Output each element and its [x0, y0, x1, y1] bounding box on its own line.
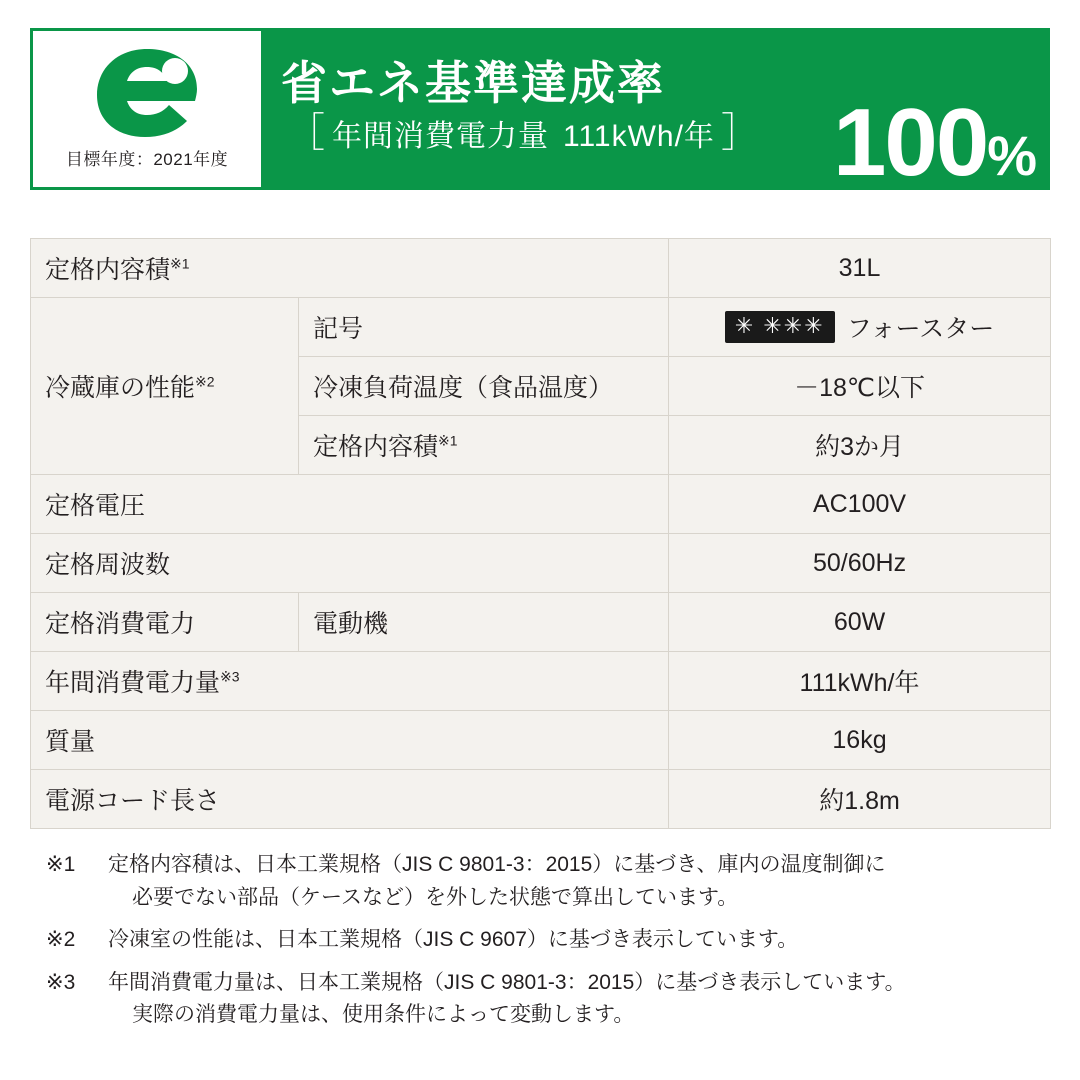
- row-sublabel-symbol: [299, 298, 669, 357]
- row-value-rated-capacity: 31L: [669, 239, 1051, 298]
- table-row: [31, 239, 1051, 298]
- annual-power-value: 111kWh/年: [563, 120, 715, 154]
- table-row: [31, 593, 1051, 652]
- footnote-2: [46, 924, 1050, 957]
- annual-power-label: 年間消費電力量: [332, 120, 549, 154]
- row-value-rated-voltage: AC100V: [669, 475, 1051, 534]
- spec-table-wrapper: [30, 238, 1050, 829]
- footnote-3: [46, 967, 1050, 1032]
- footnote-2-mark: ※2: [46, 928, 76, 952]
- label-text: 電源コード長さ: [45, 787, 221, 815]
- footnote-1-line2: 必要でない部品（ケースなど）を外した状態で算出しています。: [132, 885, 739, 909]
- label-superscript: ※1: [170, 255, 190, 272]
- row-label-annual-power: [31, 652, 669, 711]
- row-label-rated-frequency: [31, 534, 669, 593]
- footnote-3-mark: ※3: [46, 970, 76, 994]
- achievement-percentage: [833, 89, 1035, 196]
- row-label-rated-voltage: [31, 475, 669, 534]
- spec-table: [30, 238, 1051, 829]
- footnote-1-body: [108, 849, 1050, 914]
- footnote-1-line1: 定格内容積は、日本工業規格（JIS C 9801-3：2015）に基づき、庫内の温度制御に: [108, 853, 886, 876]
- table-row: [31, 298, 1051, 357]
- achievement-number: 100: [833, 89, 988, 196]
- row-sublabel-rated-capacity-2: [299, 416, 669, 475]
- row-value-symbol-text: フォースター: [846, 315, 995, 343]
- label-text: 定格電圧: [45, 492, 146, 520]
- label-text: 定格消費電力: [45, 610, 196, 638]
- target-year-label: 目標年度：2021年度: [65, 149, 229, 169]
- row-sublabel-motor: [299, 593, 669, 652]
- label-text: 定格周波数: [45, 551, 171, 579]
- sublabel-text: 電動機: [313, 610, 389, 638]
- row-label-weight: [31, 711, 669, 770]
- footnote-3-body: [108, 967, 1050, 1032]
- sublabel-text: 冷凍負荷温度（食品温度）: [313, 374, 614, 402]
- table-row: [31, 711, 1051, 770]
- four-star-badge: ✳ ✳✳✳: [725, 311, 835, 342]
- footnote-1: [46, 849, 1050, 914]
- label-text: 定格内容積: [45, 256, 171, 284]
- table-row: [31, 652, 1051, 711]
- label-text: 年間消費電力量: [45, 669, 221, 697]
- percent-symbol: %: [987, 124, 1035, 187]
- row-label-rated-power: [31, 593, 299, 652]
- row-label-cord-length: [31, 770, 669, 829]
- table-row: [31, 770, 1051, 829]
- footnotes: [30, 849, 1050, 1032]
- banner-logo-area: [33, 31, 261, 187]
- bracket-close: ］: [720, 111, 762, 156]
- label-superscript: ※2: [195, 373, 215, 390]
- sublabel-superscript: ※1: [438, 432, 458, 449]
- row-value-cord-length: 約1.8m: [669, 770, 1051, 829]
- banner-title: 省エネ基準達成率: [281, 56, 665, 109]
- row-value-symbol: [669, 298, 1051, 357]
- footnote-2-line1: 冷凍室の性能は、日本工業規格（JIS C 9607）に基づき表示しています。: [108, 928, 799, 952]
- row-value-weight: 16kg: [669, 711, 1051, 770]
- annual-power-bracket: [279, 109, 768, 157]
- energy-saving-banner: [30, 28, 1050, 196]
- label-superscript: ※3: [220, 668, 240, 685]
- footnote-3-line2: 実際の消費電力量は、使用条件によって変動します。: [132, 1003, 635, 1027]
- row-value-freezing-temp: －18℃以下: [669, 357, 1051, 416]
- row-value-rated-frequency: 50/60Hz: [669, 534, 1051, 593]
- bracket-open: ［: [285, 111, 326, 156]
- sublabel-text: 定格内容積: [313, 433, 439, 461]
- table-row: [31, 534, 1051, 593]
- row-value-annual-power: 111kWh/年: [669, 652, 1051, 711]
- table-row: [31, 475, 1051, 534]
- row-sublabel-freezing-temp: [299, 357, 669, 416]
- footnote-3-line1: 年間消費電力量は、日本工業規格（JIS C 9801-3：2015）に基づき表示しています。: [108, 970, 906, 994]
- footnote-1-mark: ※1: [46, 853, 76, 876]
- banner-green-area: [261, 31, 1047, 196]
- energy-e-icon: [91, 47, 203, 139]
- sublabel-text: 記号: [313, 315, 364, 343]
- row-value-rated-power: 60W: [669, 593, 1051, 652]
- row-label-fridge-performance: [31, 298, 299, 475]
- row-value-storage-period: 約3か月: [669, 416, 1051, 475]
- label-text: 冷蔵庫の性能: [45, 374, 196, 402]
- footnote-2-body: [108, 924, 1050, 957]
- row-label-rated-capacity: [31, 239, 669, 298]
- label-text: 質量: [45, 728, 96, 756]
